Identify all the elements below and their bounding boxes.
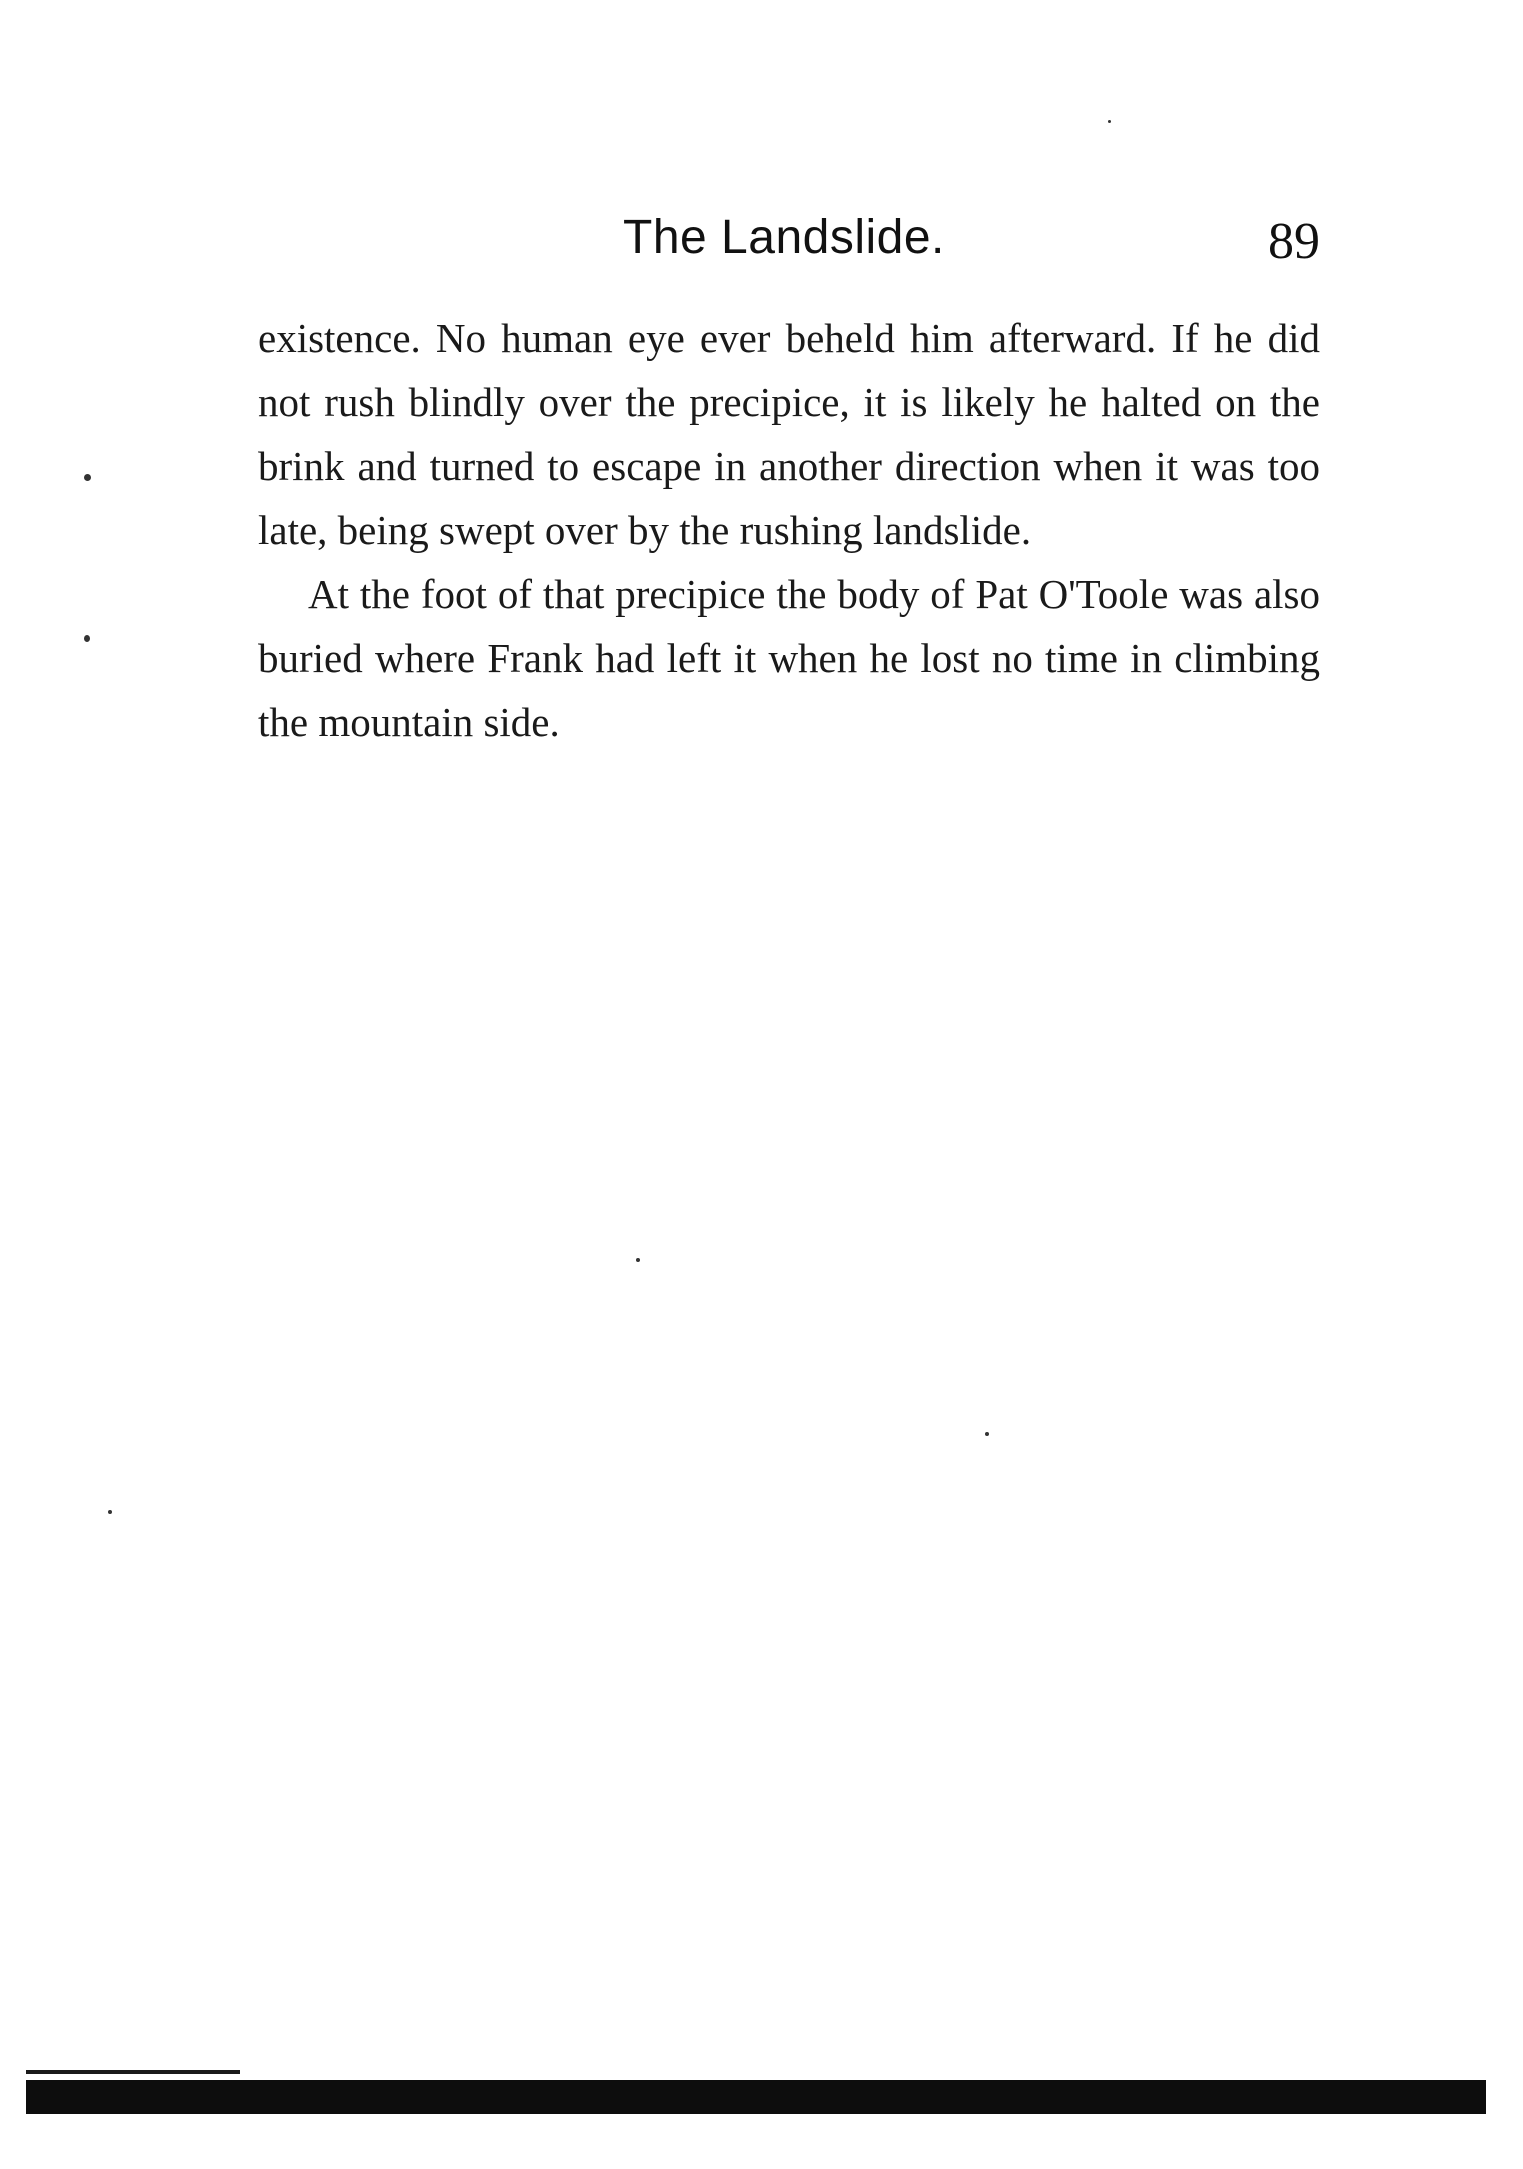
bottom-rule-thin — [26, 2070, 240, 2074]
page-number: 89 — [1268, 213, 1320, 270]
scan-speck — [84, 635, 90, 642]
scan-speck — [108, 1510, 112, 1514]
paragraph: existence. No human eye ever beheld him afterward. If he did not rush blindly over the precipice, it is likely he halted on the brink and turned to escape in another direction when it was too late, being swept over by the rushing landslide. — [258, 315, 1320, 553]
scan-speck — [1108, 120, 1111, 123]
body-text — [258, 306, 1320, 754]
scan-speck — [84, 474, 91, 481]
scan-speck — [985, 1432, 989, 1436]
scan-speck — [636, 1258, 640, 1262]
bottom-rule — [26, 2080, 1486, 2114]
running-title: The Landslide. — [623, 211, 945, 264]
paragraph: At the foot of that precipice the body of Pat O'Toole was also buried where Frank had left it when he lost no time in climbing the mountain side. — [258, 571, 1320, 745]
running-head — [258, 208, 1320, 278]
